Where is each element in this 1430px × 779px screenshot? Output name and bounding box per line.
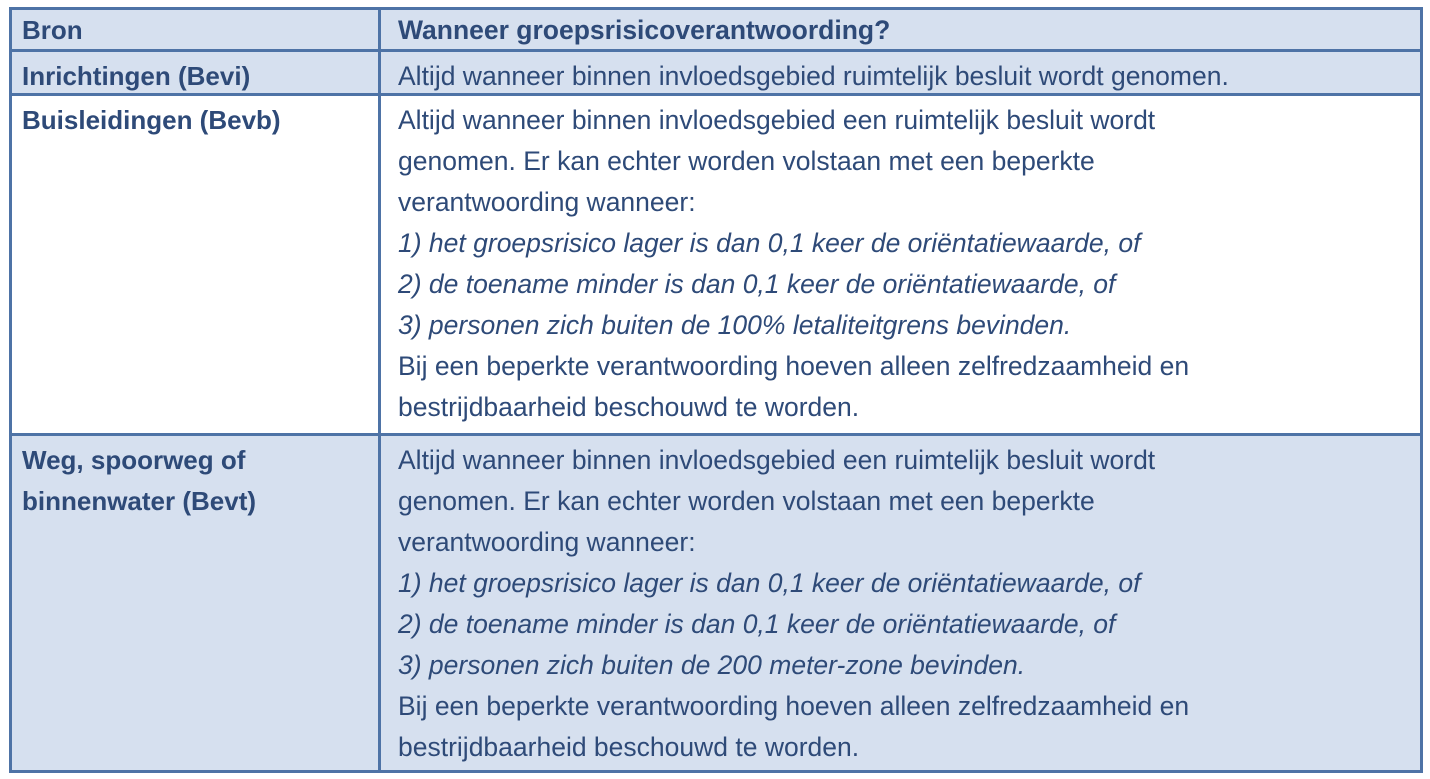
text-line: genomen. Er kan echter worden volstaan met een beperkte xyxy=(398,146,1095,176)
condition-line: 1) het groepsrisico lager is dan 0,1 keer de oriëntatiewaarde, of xyxy=(398,228,1141,258)
text-line: Altijd wanneer binnen invloedsgebied een ruimtelijk besluit wordt xyxy=(398,445,1156,475)
source-line: binnenwater (Bevt) xyxy=(22,486,257,516)
row-source-cell xyxy=(12,436,381,770)
row-text-cell xyxy=(381,96,1420,433)
source-line: Inrichtingen (Bevi) xyxy=(22,61,251,91)
text-line: Bij een beperkte verantwoording hoeven alleen zelfredzaamheid en xyxy=(398,691,1190,721)
table-row-weg-spoorweg xyxy=(12,436,1420,770)
condition-line: 2) de toename minder is dan 0,1 keer de oriëntatiewaarde, of xyxy=(398,269,1116,299)
row-text-cell xyxy=(381,52,1420,93)
source-line: Buisleidingen (Bevb) xyxy=(22,105,281,135)
text-line: verantwoording wanneer: xyxy=(398,527,696,557)
text-line: Altijd wanneer binnen invloedsgebied een ruimtelijk besluit wordt xyxy=(398,105,1156,135)
condition-line: 3) personen zich buiten de 100% letaliteitgrens bevinden. xyxy=(398,310,1072,340)
groepsrisico-table xyxy=(9,7,1423,773)
table-row-buisleidingen xyxy=(12,96,1420,436)
text-line: Bij een beperkte verantwoording hoeven alleen zelfredzaamheid en xyxy=(398,351,1190,381)
text-line: genomen. Er kan echter worden volstaan met een beperkte xyxy=(398,486,1095,516)
text-line: verantwoording wanneer: xyxy=(398,187,696,217)
text-line: bestrijdbaarheid beschouwd te worden. xyxy=(398,392,860,422)
table-header-row xyxy=(12,10,1420,52)
row-source-cell xyxy=(12,96,381,433)
condition-line: 1) het groepsrisico lager is dan 0,1 keer de oriëntatiewaarde, of xyxy=(398,568,1141,598)
table-row-inrichtingen xyxy=(12,52,1420,96)
source-line: Weg, spoorweg of xyxy=(22,445,246,475)
header-bron: Bron xyxy=(12,10,381,49)
condition-line: 3) personen zich buiten de 200 meter-zone bevinden. xyxy=(398,650,1026,680)
header-verantwoording: Wanneer groepsrisicoverantwoording? xyxy=(398,15,891,45)
text-line: bestrijdbaarheid beschouwd te worden. xyxy=(398,732,860,762)
text-line: Altijd wanneer binnen invloedsgebied ruimtelijk besluit wordt genomen. xyxy=(398,61,1229,91)
condition-line: 2) de toename minder is dan 0,1 keer de oriëntatiewaarde, of xyxy=(398,609,1116,639)
row-text-cell xyxy=(381,436,1420,770)
row-source-cell xyxy=(12,52,381,93)
